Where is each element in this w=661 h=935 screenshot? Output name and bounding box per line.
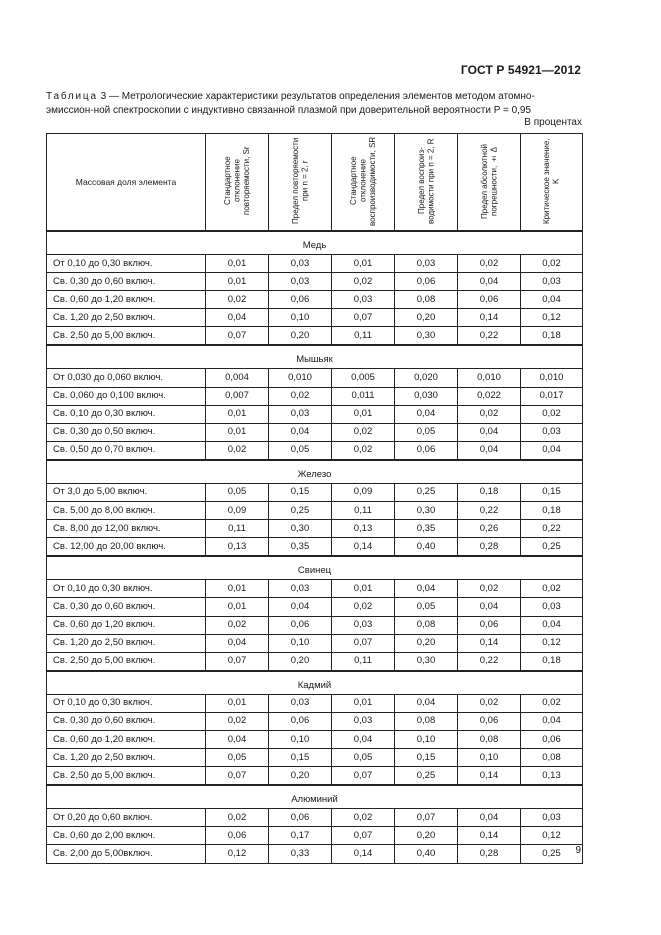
- table-row: [47, 387, 583, 405]
- element-group-row: [47, 792, 583, 809]
- value-cell: 0,004: [206, 369, 269, 387]
- group-separator: [47, 556, 583, 563]
- table-row: [47, 369, 583, 387]
- value-cell: 0,010: [458, 369, 521, 387]
- mass-fraction-range: От 3,0 до 5,00 включ.: [47, 483, 206, 501]
- value-cell: 0,07: [332, 827, 395, 845]
- value-cell: 0,010: [521, 369, 583, 387]
- value-cell: 0,40: [395, 845, 458, 863]
- mass-fraction-range: Св. 0,60 до 2,00 включ.: [47, 827, 206, 845]
- group-separator: [47, 785, 583, 792]
- value-cell: 0,06: [521, 730, 583, 748]
- value-cell: 0,04: [206, 634, 269, 652]
- table-caption: [46, 90, 582, 118]
- value-cell: 0,30: [395, 502, 458, 520]
- value-cell: 0,14: [458, 309, 521, 327]
- element-group-row: [47, 352, 583, 369]
- value-cell: 0,02: [332, 598, 395, 616]
- mass-fraction-range: Св. 0,30 до 0,60 включ.: [47, 712, 206, 730]
- value-cell: 0,06: [269, 809, 332, 827]
- header-cell: [395, 134, 458, 232]
- value-cell: 0,09: [206, 502, 269, 520]
- value-cell: 0,02: [206, 712, 269, 730]
- mass-fraction-range: Св. 0,60 до 1,20 включ.: [47, 730, 206, 748]
- value-cell: 0,08: [521, 749, 583, 767]
- table-row: [47, 327, 583, 346]
- value-cell: 0,05: [269, 441, 332, 460]
- value-cell: 0,01: [206, 405, 269, 423]
- value-cell: 0,14: [332, 845, 395, 863]
- value-cell: 0,12: [206, 845, 269, 863]
- value-cell: 0,14: [332, 538, 395, 557]
- value-cell: 0,07: [332, 309, 395, 327]
- value-cell: 0,12: [521, 309, 583, 327]
- value-cell: 0,20: [269, 767, 332, 786]
- value-cell: 0,12: [521, 634, 583, 652]
- group-separator: [47, 345, 583, 352]
- value-cell: 0,02: [458, 405, 521, 423]
- value-cell: 0,17: [269, 827, 332, 845]
- value-cell: 0,10: [269, 634, 332, 652]
- standard-designation: ГОСТ Р 54921—2012: [460, 63, 581, 77]
- value-cell: 0,18: [521, 652, 583, 671]
- value-cell: 0,05: [395, 598, 458, 616]
- value-cell: 0,01: [332, 255, 395, 273]
- header-R: Предел воспроиз-водимости при n = 2, R: [416, 137, 435, 224]
- value-cell: 0,22: [521, 520, 583, 538]
- separator-cell: [47, 785, 583, 792]
- value-cell: 0,08: [395, 712, 458, 730]
- value-cell: 0,40: [395, 538, 458, 557]
- value-cell: 0,25: [521, 538, 583, 557]
- table-row: [47, 694, 583, 712]
- element-group-row: [47, 467, 583, 484]
- element-name: Кадмий: [47, 678, 583, 695]
- value-cell: 0,15: [521, 483, 583, 501]
- value-cell: 0,04: [458, 441, 521, 460]
- value-cell: 0,14: [458, 634, 521, 652]
- value-cell: 0,10: [269, 730, 332, 748]
- header-row: [47, 134, 583, 232]
- mass-fraction-range: Св. 12,00 до 20,00 включ.: [47, 538, 206, 557]
- value-cell: 0,03: [332, 616, 395, 634]
- value-cell: 0,04: [269, 423, 332, 441]
- separator-cell: [47, 231, 583, 238]
- value-cell: 0,02: [521, 694, 583, 712]
- value-cell: 0,12: [521, 827, 583, 845]
- table-row: [47, 749, 583, 767]
- mass-fraction-range: Св. 2,50 до 5,00 включ.: [47, 652, 206, 671]
- table-row: [47, 652, 583, 671]
- header-cell: [332, 134, 395, 232]
- value-cell: 0,02: [458, 580, 521, 598]
- table-row: [47, 423, 583, 441]
- mass-fraction-range: Св. 0,30 до 0,50 включ.: [47, 423, 206, 441]
- value-cell: 0,07: [206, 327, 269, 346]
- value-cell: 0,15: [269, 749, 332, 767]
- mass-fraction-range: Св. 0,60 до 1,20 включ.: [47, 291, 206, 309]
- value-cell: 0,11: [332, 652, 395, 671]
- value-cell: 0,15: [269, 483, 332, 501]
- value-cell: 0,07: [395, 809, 458, 827]
- header-cell: [206, 134, 269, 232]
- value-cell: 0,02: [458, 694, 521, 712]
- value-cell: 0,04: [269, 598, 332, 616]
- value-cell: 0,09: [332, 483, 395, 501]
- value-cell: 0,011: [332, 387, 395, 405]
- value-cell: 0,01: [206, 598, 269, 616]
- table-row: [47, 634, 583, 652]
- value-cell: 0,010: [269, 369, 332, 387]
- value-cell: 0,25: [269, 502, 332, 520]
- value-cell: 0,04: [206, 730, 269, 748]
- value-cell: 0,03: [521, 809, 583, 827]
- value-cell: 0,04: [395, 580, 458, 598]
- value-cell: 0,10: [395, 730, 458, 748]
- value-cell: 0,13: [332, 520, 395, 538]
- metrology-table: [46, 133, 583, 864]
- value-cell: 0,022: [458, 387, 521, 405]
- value-cell: 0,030: [395, 387, 458, 405]
- value-cell: 0,02: [332, 441, 395, 460]
- element-name: Медь: [47, 238, 583, 255]
- table-row: [47, 712, 583, 730]
- mass-fraction-range: Св. 0,30 до 0,60 включ.: [47, 598, 206, 616]
- header-delta: Предел абсолютной погрешности, ± Δ: [479, 143, 498, 219]
- header-cell: [458, 134, 521, 232]
- table-row: [47, 845, 583, 863]
- value-cell: 0,03: [521, 273, 583, 291]
- caption-text: 3 — Метрологические характеристики результатов определения элементов методом атомно-эмиссион-ной спектроскопии с индуктивно связанной плазмой при доверительной вероятности P = 0,95: [46, 91, 535, 116]
- mass-fraction-range: От 0,20 до 0,60 включ.: [47, 809, 206, 827]
- table-row: [47, 441, 583, 460]
- mass-fraction-range: От 0,10 до 0,30 включ.: [47, 255, 206, 273]
- mass-fraction-range: От 0,10 до 0,30 включ.: [47, 694, 206, 712]
- value-cell: 0,01: [206, 580, 269, 598]
- element-name: Свинец: [47, 563, 583, 580]
- value-cell: 0,02: [521, 580, 583, 598]
- value-cell: 0,26: [458, 520, 521, 538]
- value-cell: 0,07: [206, 652, 269, 671]
- header-r: Предел повторяемости при n = 2, r: [290, 137, 309, 224]
- value-cell: 0,01: [332, 580, 395, 598]
- value-cell: 0,017: [521, 387, 583, 405]
- value-cell: 0,07: [332, 634, 395, 652]
- value-cell: 0,03: [269, 405, 332, 423]
- caption-lead: Таблица: [46, 91, 98, 102]
- value-cell: 0,25: [521, 845, 583, 863]
- value-cell: 0,04: [332, 730, 395, 748]
- value-cell: 0,02: [521, 405, 583, 423]
- table-row: [47, 580, 583, 598]
- value-cell: 0,02: [521, 255, 583, 273]
- table-row: [47, 598, 583, 616]
- header-cell: [521, 134, 583, 232]
- value-cell: 0,01: [206, 423, 269, 441]
- value-cell: 0,05: [332, 749, 395, 767]
- page-number: 9: [575, 845, 581, 856]
- mass-fraction-range: От 0,030 до 0,060 включ.: [47, 369, 206, 387]
- mass-fraction-range: Св. 0,30 до 0,60 включ.: [47, 273, 206, 291]
- value-cell: 0,04: [395, 405, 458, 423]
- value-cell: 0,01: [332, 405, 395, 423]
- value-cell: 0,11: [332, 327, 395, 346]
- group-separator: [47, 671, 583, 678]
- value-cell: 0,18: [521, 327, 583, 346]
- value-cell: 0,11: [206, 520, 269, 538]
- table-row: [47, 616, 583, 634]
- table-body: [47, 231, 583, 863]
- mass-fraction-range: Св. 1,20 до 2,50 включ.: [47, 749, 206, 767]
- value-cell: 0,04: [458, 598, 521, 616]
- value-cell: 0,02: [332, 273, 395, 291]
- element-name: Алюминий: [47, 792, 583, 809]
- value-cell: 0,08: [458, 730, 521, 748]
- value-cell: 0,04: [521, 712, 583, 730]
- value-cell: 0,03: [395, 255, 458, 273]
- value-cell: 0,04: [458, 809, 521, 827]
- group-separator: [47, 231, 583, 238]
- value-cell: 0,13: [206, 538, 269, 557]
- value-cell: 0,08: [395, 291, 458, 309]
- mass-fraction-range: Св. 1,20 до 2,50 включ.: [47, 309, 206, 327]
- units-note: В процентах: [524, 117, 582, 128]
- value-cell: 0,30: [395, 652, 458, 671]
- value-cell: 0,28: [458, 845, 521, 863]
- value-cell: 0,35: [395, 520, 458, 538]
- table-row: [47, 520, 583, 538]
- value-cell: 0,05: [206, 749, 269, 767]
- value-cell: 0,14: [458, 827, 521, 845]
- table-row: [47, 255, 583, 273]
- value-cell: 0,007: [206, 387, 269, 405]
- mass-fraction-range: Св. 2,50 до 5,00 включ.: [47, 327, 206, 346]
- value-cell: 0,01: [332, 694, 395, 712]
- value-cell: 0,22: [458, 502, 521, 520]
- header-k: Критическое значение, K: [542, 137, 561, 224]
- value-cell: 0,04: [521, 616, 583, 634]
- value-cell: 0,03: [269, 273, 332, 291]
- element-name: Мышьяк: [47, 352, 583, 369]
- value-cell: 0,05: [206, 483, 269, 501]
- element-group-row: [47, 563, 583, 580]
- value-cell: 0,04: [395, 694, 458, 712]
- value-cell: 0,22: [458, 652, 521, 671]
- value-cell: 0,03: [521, 423, 583, 441]
- header-sr: Стандартное отклонение повторяемости, Sr: [222, 146, 251, 215]
- mass-fraction-range: Св. 0,50 до 0,70 включ.: [47, 441, 206, 460]
- value-cell: 0,06: [395, 441, 458, 460]
- value-cell: 0,30: [395, 327, 458, 346]
- value-cell: 0,30: [269, 520, 332, 538]
- mass-fraction-range: Св. 1,20 до 2,50 включ.: [47, 634, 206, 652]
- table-row: [47, 405, 583, 423]
- header-mass-fraction: Массовая доля элемента: [47, 134, 206, 232]
- value-cell: 0,35: [269, 538, 332, 557]
- value-cell: 0,01: [206, 694, 269, 712]
- separator-cell: [47, 556, 583, 563]
- value-cell: 0,11: [332, 502, 395, 520]
- table-row: [47, 730, 583, 748]
- value-cell: 0,14: [458, 767, 521, 786]
- table-row: [47, 767, 583, 786]
- table-row: [47, 809, 583, 827]
- table-row: [47, 483, 583, 501]
- group-separator: [47, 460, 583, 467]
- value-cell: 0,03: [521, 598, 583, 616]
- value-cell: 0,13: [521, 767, 583, 786]
- mass-fraction-range: Св. 5,00 до 8,00 включ.: [47, 502, 206, 520]
- value-cell: 0,06: [269, 291, 332, 309]
- value-cell: 0,08: [395, 616, 458, 634]
- value-cell: 0,07: [206, 767, 269, 786]
- value-cell: 0,005: [332, 369, 395, 387]
- value-cell: 0,20: [395, 827, 458, 845]
- value-cell: 0,02: [206, 809, 269, 827]
- value-cell: 0,02: [269, 387, 332, 405]
- value-cell: 0,06: [269, 616, 332, 634]
- value-cell: 0,15: [395, 749, 458, 767]
- separator-cell: [47, 345, 583, 352]
- value-cell: 0,06: [458, 712, 521, 730]
- mass-fraction-range: Св. 0,060 до 0,100 включ.: [47, 387, 206, 405]
- value-cell: 0,20: [395, 634, 458, 652]
- value-cell: 0,04: [521, 441, 583, 460]
- value-cell: 0,04: [521, 291, 583, 309]
- value-cell: 0,04: [206, 309, 269, 327]
- table-row: [47, 827, 583, 845]
- value-cell: 0,25: [395, 767, 458, 786]
- table-row: [47, 538, 583, 557]
- value-cell: 0,20: [269, 652, 332, 671]
- value-cell: 0,07: [332, 767, 395, 786]
- header-cell: [269, 134, 332, 232]
- value-cell: 0,02: [458, 255, 521, 273]
- value-cell: 0,18: [521, 502, 583, 520]
- value-cell: 0,03: [269, 580, 332, 598]
- value-cell: 0,02: [206, 441, 269, 460]
- value-cell: 0,20: [269, 327, 332, 346]
- value-cell: 0,25: [395, 483, 458, 501]
- value-cell: 0,02: [206, 291, 269, 309]
- separator-cell: [47, 460, 583, 467]
- value-cell: 0,10: [458, 749, 521, 767]
- table-row: [47, 502, 583, 520]
- mass-fraction-range: Св. 2,50 до 5,00 включ.: [47, 767, 206, 786]
- value-cell: 0,06: [206, 827, 269, 845]
- value-cell: 0,22: [458, 327, 521, 346]
- value-cell: 0,01: [206, 255, 269, 273]
- value-cell: 0,33: [269, 845, 332, 863]
- value-cell: 0,18: [458, 483, 521, 501]
- value-cell: 0,03: [269, 694, 332, 712]
- value-cell: 0,02: [332, 809, 395, 827]
- value-cell: 0,04: [458, 423, 521, 441]
- separator-cell: [47, 671, 583, 678]
- value-cell: 0,20: [395, 309, 458, 327]
- mass-fraction-range: Св. 0,60 до 1,20 включ.: [47, 616, 206, 634]
- value-cell: 0,02: [332, 423, 395, 441]
- value-cell: 0,06: [269, 712, 332, 730]
- header-sR: Стандартное отклонение воспроизводимости, SR: [348, 135, 377, 226]
- element-group-row: [47, 678, 583, 695]
- value-cell: 0,06: [395, 273, 458, 291]
- value-cell: 0,06: [458, 616, 521, 634]
- table-row: [47, 291, 583, 309]
- value-cell: 0,01: [206, 273, 269, 291]
- element-name: Железо: [47, 467, 583, 484]
- value-cell: 0,04: [458, 273, 521, 291]
- value-cell: 0,06: [458, 291, 521, 309]
- value-cell: 0,02: [206, 616, 269, 634]
- value-cell: 0,10: [269, 309, 332, 327]
- value-cell: 0,03: [332, 291, 395, 309]
- mass-fraction-range: Св. 0,10 до 0,30 включ.: [47, 405, 206, 423]
- mass-fraction-range: Св. 8,00 до 12,00 включ.: [47, 520, 206, 538]
- value-cell: 0,03: [269, 255, 332, 273]
- value-cell: 0,03: [332, 712, 395, 730]
- mass-fraction-range: Св. 2,00 до 5,00включ.: [47, 845, 206, 863]
- value-cell: 0,28: [458, 538, 521, 557]
- value-cell: 0,020: [395, 369, 458, 387]
- table-row: [47, 273, 583, 291]
- table-row: [47, 309, 583, 327]
- element-group-row: [47, 238, 583, 255]
- value-cell: 0,05: [395, 423, 458, 441]
- mass-fraction-range: От 0,10 до 0,30 включ.: [47, 580, 206, 598]
